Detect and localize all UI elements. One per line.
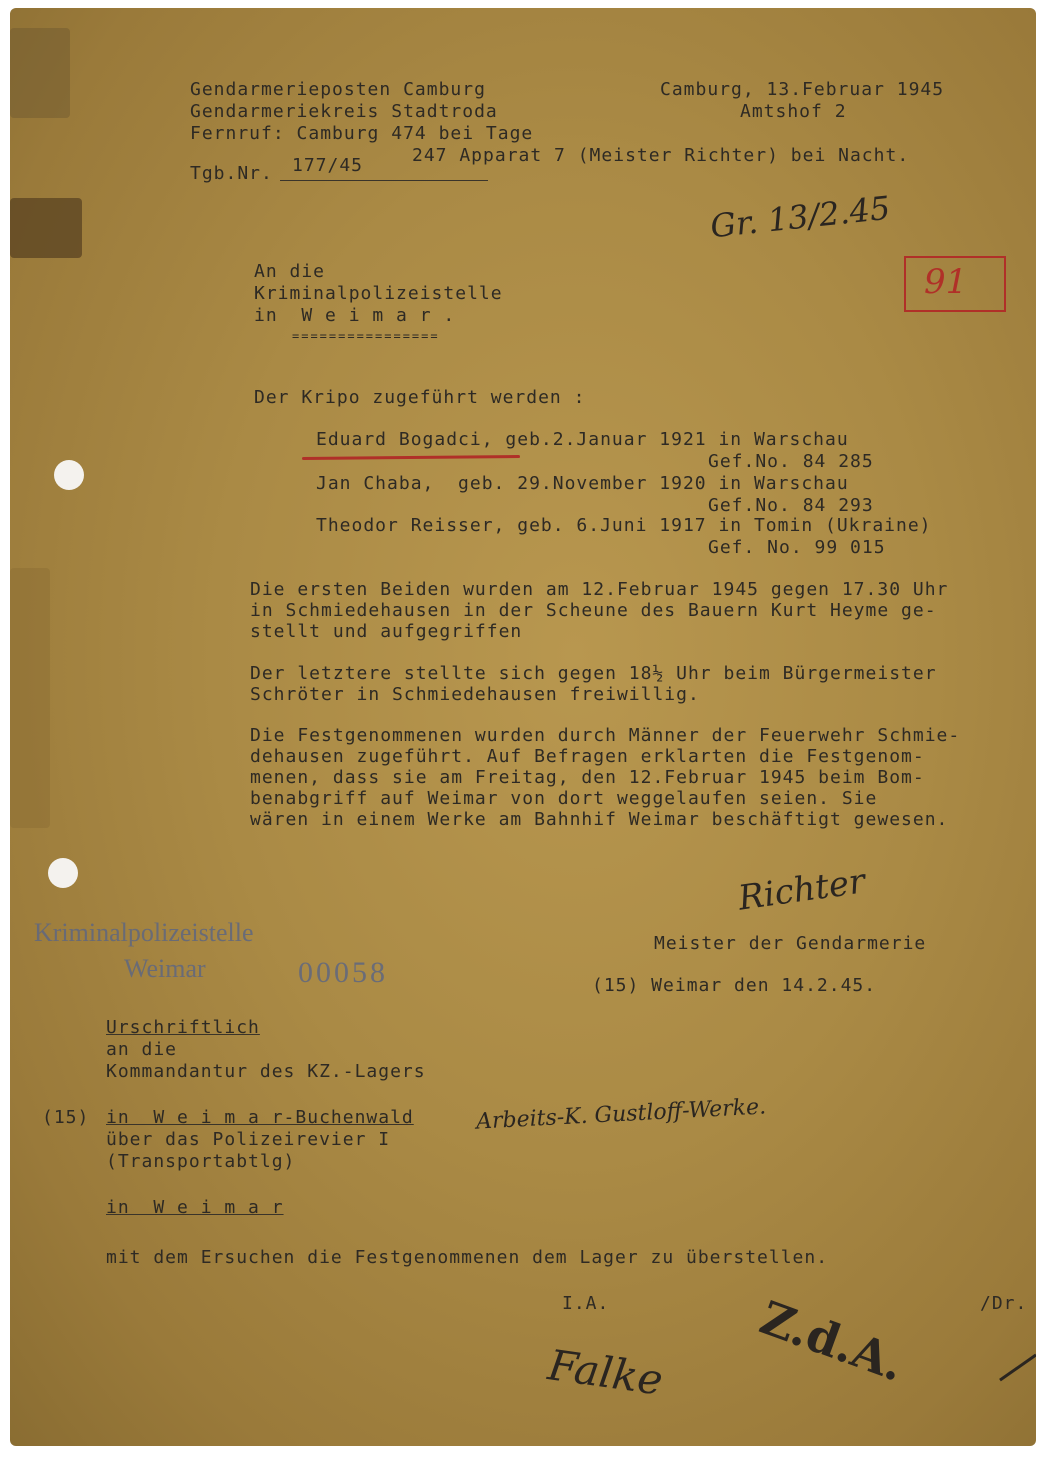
recipient-double-rule: ================: [292, 329, 440, 343]
header-line-2: Gendarmeriekreis Stadtroda: [190, 101, 498, 122]
recipient-line-1: An die: [254, 261, 326, 282]
punch-hole-top: [54, 460, 84, 490]
tgb-underline: [280, 180, 488, 181]
tgb-label: Tgb.Nr.: [190, 163, 273, 184]
request-line: mit dem Ersuchen die Festgenommenen dem Lager zu überstellen.: [106, 1247, 829, 1268]
person-1-line: Eduard Bogadci, geb.2.Januar 1921 in Warschau: [316, 429, 849, 450]
red-underline: [302, 455, 520, 460]
para3-line-5: wären in einem Werke am Bahnhif Weimar beschäftigt gewesen.: [250, 809, 949, 830]
header-line-1: Gendarmerieposten Camburg: [190, 79, 486, 100]
person-2-line: Jan Chaba, geb. 29.November 1920 in Warschau: [316, 473, 849, 494]
forward-heading: Urschriftlich: [106, 1017, 260, 1038]
forward-place: in W e i m a r-Buchenwald: [106, 1107, 414, 1128]
handwritten-work-note: Arbeits-K. Gustloff-Werke.: [475, 1094, 767, 1135]
signature-title: Meister der Gendarmerie: [654, 933, 927, 954]
pen-stroke: [999, 1354, 1036, 1382]
red-box-number: 91: [924, 262, 968, 302]
via-line-2: (Transportabtlg): [106, 1151, 296, 1172]
para3-line-4: benabgriff auf Weimar von dort weggelaufen seien. Sie: [250, 788, 878, 809]
person-3-line: Theodor Reisser, geb. 6.Juni 1917 in Tomin (Ukraine): [316, 515, 932, 536]
via-line-1: über das Polizeirevier I: [106, 1129, 391, 1150]
para3-line-3: menen, dass sie am Freitag, den 12.Februar 1945 beim Bom-: [250, 767, 925, 788]
left-edge-stain: [10, 28, 70, 118]
para3-line-2: dehausen zugeführt. Auf Befragen erklarten die Festgenom-: [250, 746, 925, 767]
handwritten-reference: Gr. 13/2.45: [708, 188, 892, 246]
para1-line-2: in Schmiedehausen in der Scheune des Bauern Kurt Heyme ge-: [250, 600, 937, 621]
tape-mark: [10, 198, 82, 258]
ia-label: I.A.: [562, 1293, 610, 1314]
document-page: [10, 8, 1036, 1446]
person-2-gef: Gef.No. 84 293: [708, 495, 874, 516]
zda-mark: Z.d.A.: [753, 1290, 912, 1392]
recipient-line-2: Kriminalpolizeistelle: [254, 283, 503, 304]
para1-line-1: Die ersten Beiden wurden am 12.Februar 1945 gegen 17.30 Uhr: [250, 579, 949, 600]
handwritten-signature-richter: Richter: [735, 861, 868, 919]
tgb-number: 177/45: [292, 155, 364, 176]
intro-line: Der Kripo zugeführt werden :: [254, 387, 586, 408]
para2-line-1: Der letztere stellte sich gegen 18½ Uhr beim Bürgermeister: [250, 663, 937, 684]
stamp-line-1: Kriminalpolizeistelle: [34, 918, 254, 947]
forward-prefix: (15): [42, 1107, 90, 1128]
header-line-3: Fernruf: Camburg 474 bei Tage: [190, 123, 534, 144]
punch-hole-bottom: [48, 858, 78, 888]
fold-stain: [10, 568, 50, 828]
header-address: Amtshof 2: [740, 101, 847, 122]
final-place: in W e i m a r: [106, 1197, 284, 1218]
handwritten-signature-falke: Falke: [545, 1340, 666, 1405]
forward-line-2: Kommandantur des KZ.-Lagers: [106, 1061, 426, 1082]
person-1-gef: Gef.No. 84 285: [708, 451, 874, 472]
dr-initials: /Dr.: [980, 1293, 1028, 1314]
header-place-date: Camburg, 13.Februar 1945: [660, 79, 945, 100]
forward-dateline: (15) Weimar den 14.2.45.: [592, 975, 877, 996]
stamp-line-2: Weimar: [124, 954, 206, 983]
stamp-number: 00058: [298, 956, 388, 989]
person-3-gef: Gef. No. 99 015: [708, 537, 886, 558]
para2-line-2: Schröter in Schmiedehausen freiwillig.: [250, 684, 700, 705]
header-night-phone: 247 Apparat 7 (Meister Richter) bei Nacht.: [412, 145, 910, 166]
forward-line-1: an die: [106, 1039, 178, 1060]
recipient-line-3: in W e i m a r .: [254, 305, 456, 326]
para1-line-3: stellt und aufgegriffen: [250, 621, 523, 642]
para3-line-1: Die Festgenommenen wurden durch Männer der Feuerwehr Schmie-: [250, 725, 961, 746]
